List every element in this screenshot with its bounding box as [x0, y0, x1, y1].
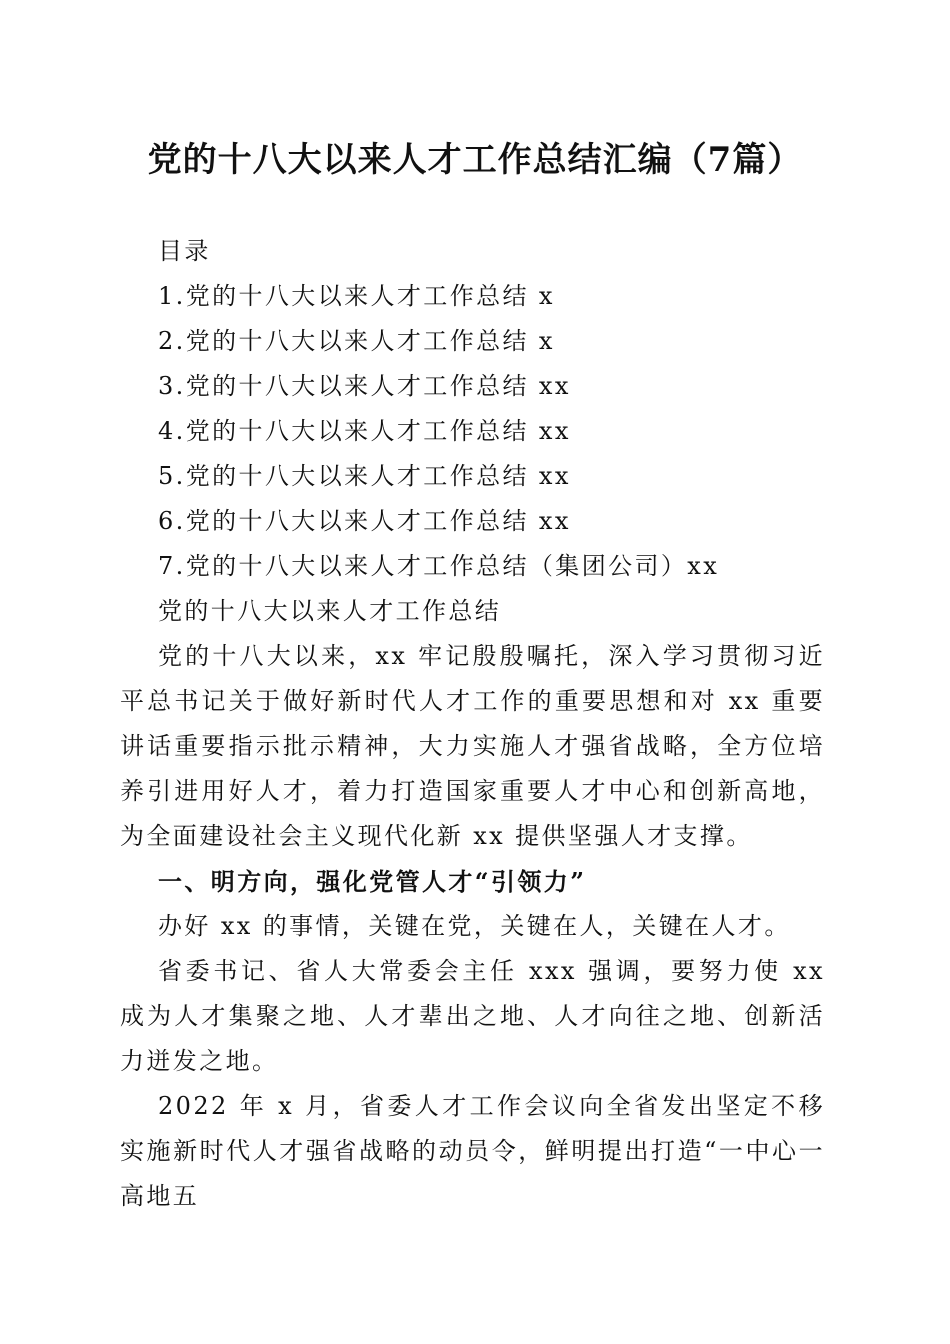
- section-title: 党的十八大以来人才工作总结: [158, 597, 502, 625]
- toc-item: 6.党的十八大以来人才工作总结 xx: [158, 507, 571, 535]
- toc-item: 2.党的十八大以来人才工作总结 x: [158, 327, 555, 355]
- section-heading: 一、明方向，强化党管人才“引领力”: [158, 867, 587, 896]
- body-paragraph: 2022 年 x 月，省委人才工作会议向全省发出坚定不移实施新时代人才强省战略的动员令，鲜明提出打造“一中心一高地五: [120, 1092, 825, 1210]
- document-body: [120, 229, 825, 1219]
- document-title: 党的十八大以来人才工作总结汇编（7篇）: [147, 140, 803, 180]
- toc-item: 5.党的十八大以来人才工作总结 xx: [158, 462, 571, 490]
- toc-item: 4.党的十八大以来人才工作总结 xx: [158, 417, 571, 445]
- toc-item: 3.党的十八大以来人才工作总结 xx: [158, 372, 571, 400]
- toc-label: 目录: [158, 237, 211, 265]
- body-paragraph: 省委书记、省人大常委会主任 xxx 强调，要努力使 xx 成为人才集聚之地、人才辈出之地、人才向往之地、创新活力迸发之地。: [120, 957, 825, 1075]
- toc-item: 1.党的十八大以来人才工作总结 x: [158, 282, 555, 310]
- toc-item: 7.党的十八大以来人才工作总结（集团公司）xx: [158, 552, 720, 580]
- intro-paragraph: 党的十八大以来，xx 牢记殷殷嘱托，深入学习贯彻习近平总书记关于做好新时代人才工作的重要思想和对 xx 重要讲话重要指示批示精神，大力实施人才强省战略，全方位培养引进用好人才，着力打造国家重要人才中心和创新高地，为全面建设社会主义现代化新 xx 提供坚强人才支撑。: [120, 642, 825, 850]
- body-paragraph: 办好 xx 的事情，关键在党，关键在人，关键在人才。: [158, 912, 791, 940]
